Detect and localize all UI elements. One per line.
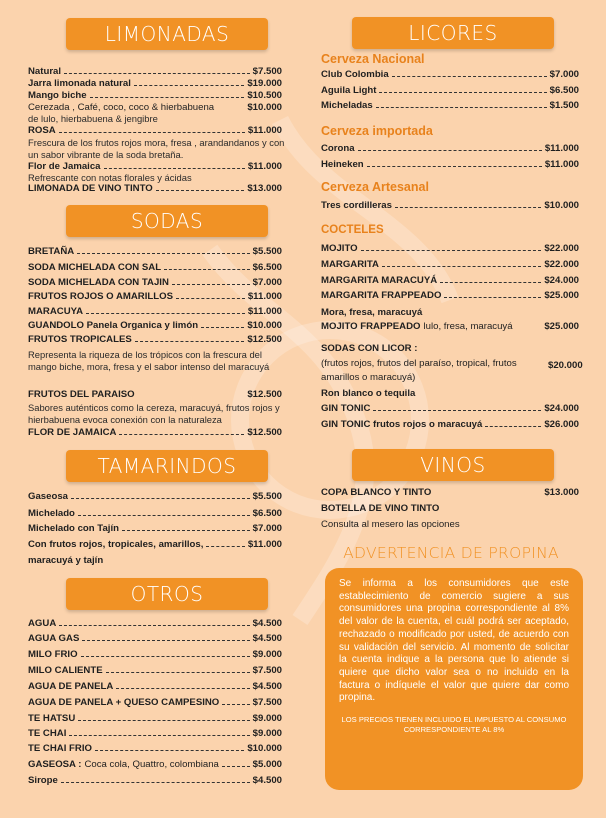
advertencia-footer: LOS PRECIOS TIENEN INCLUIDO EL IMPUESTO AL CONSUMO CORRESPONDIENTE AL 8% xyxy=(341,715,567,735)
menu-item: FRUTOS ROJOS O AMARILLOS $11.000 xyxy=(28,291,282,302)
menu-item: BOTELLA DE VINO TINTO xyxy=(321,503,440,514)
tamarindos-header: TAMARINDOS xyxy=(66,450,268,482)
menu-item: GIN TONIC frutos rojos o maracuyá $26.000 xyxy=(321,419,579,430)
menu-item: GASEOSA : Coca cola, Quattro, colombiana $5.000 xyxy=(28,759,282,770)
item-description: Sabores auténticos como la cereza, maracuyá, frutos rojos y hierbabuena evoca conexión con la naturaleza xyxy=(28,402,280,425)
cerveza-importada-heading: Cerveza importada xyxy=(321,124,433,138)
sodas-licor-heading: SODAS CON LICOR : xyxy=(321,343,418,354)
menu-item: FRUTOS DEL PARAISO $12.500 xyxy=(28,389,282,400)
menu-item: GUANDOLO Panela Organica y limón $10.000 xyxy=(28,320,282,331)
menu-item: ROSA $11.000 xyxy=(28,125,282,136)
menu-item: Flor de Jamaica $11.000 xyxy=(28,161,282,172)
vinos-header: VINOS xyxy=(352,449,554,481)
menu-item: AGUA DE PANELA $4.500 xyxy=(28,681,282,692)
menu-item: Con frutos rojos, tropicales, amarillos, $11.000 xyxy=(28,539,282,550)
menu-item: Natural $7.500 xyxy=(28,66,282,77)
item-description: de lulo, hierbabuena & jengibre xyxy=(28,113,158,124)
menu-item: Micheladas $1.500 xyxy=(321,100,579,111)
menu-item: SODA MICHELADA CON SAL $6.500 xyxy=(28,262,282,273)
advertencia-text: Se informa a los consumidores que este establecimiento de comercio sugiere a sus consumidores una propina correspondiente al 8% del valor de la cuenta, el cuál podrá ser aceptado, rechazado o modificado por usted, de acuerdo con su validación del servicio. Al momento de solicitar la cuenta indique a la persona que lo atiende si quiere que dicho valor sea o no incluido en la factura o indíquele el valor que quiere dar como propina. xyxy=(339,578,569,704)
item-description: Representa la riqueza de los trópicos con la frescura del mango biche, mora, fresa y el sabor intenso del maracuyá xyxy=(28,349,270,372)
menu-item: MARGARITA $22.000 xyxy=(321,259,579,270)
advertencia-title: ADVERTENCIA DE PROPINA xyxy=(343,544,559,562)
menu-item: MARACUYA $11.000 xyxy=(28,306,282,317)
menu-item: AGUA $4.500 xyxy=(28,618,282,629)
menu-item: TE HATSU $9.000 xyxy=(28,713,282,724)
licores-header: LICORES xyxy=(352,17,554,49)
menu-item: Jarra limonada natural $19.000 xyxy=(28,78,282,89)
item-options: Mora, fresa, maracuyá xyxy=(321,307,423,318)
menu-item: Michelado con Tajín $7.000 xyxy=(28,523,282,534)
menu-item: TE CHAI FRIO $10.000 xyxy=(28,743,282,754)
menu-item: FRUTOS TROPICALES $12.500 xyxy=(28,334,282,345)
menu-item: MOJITO FRAPPEADO lulo, fresa, maracuyá $25.000 xyxy=(321,321,579,332)
menu-item: LIMONADA DE VINO TINTO $13.000 xyxy=(28,183,282,194)
menu-item: Heineken $11.000 xyxy=(321,159,579,170)
item-description: amarillos o maracuyá) xyxy=(321,372,416,383)
cerveza-artesanal-heading: Cerveza Artesanal xyxy=(321,180,429,194)
menu-item: Gaseosa $5.500 xyxy=(28,491,282,502)
menu-item: MILO FRIO $9.000 xyxy=(28,649,282,660)
menu-item: MILO CALIENTE $7.500 xyxy=(28,665,282,676)
menu-item: Sirope $4.500 xyxy=(28,775,282,786)
item-description: (frutos rojos, frutos del paraíso, tropical, frutos xyxy=(321,358,517,369)
menu-item: AGUA GAS $4.500 xyxy=(28,633,282,644)
menu-item: BRETAÑA $5.500 xyxy=(28,246,282,257)
item-description: Refrescante con notas florales y ácidas xyxy=(28,172,192,183)
menu-item: Aguila Light $6.500 xyxy=(321,85,579,96)
item-options: Ron blanco o tequila xyxy=(321,388,416,399)
menu-item: AGUA DE PANELA + QUESO CAMPESINO $7.500 xyxy=(28,697,282,708)
menu-item: COPA BLANCO Y TINTO $13.000 xyxy=(321,487,579,498)
menu-item: Corona $11.000 xyxy=(321,143,579,154)
sodas-header: SODAS xyxy=(66,205,268,237)
menu-item: SODA MICHELADA CON TAJIN $7.000 xyxy=(28,277,282,288)
menu-item: MOJITO $22.000 xyxy=(321,243,579,254)
otros-header: OTROS xyxy=(66,578,268,610)
menu-item: FLOR DE JAMAICA $12.500 xyxy=(28,427,282,438)
cocteles-heading: COCTELES xyxy=(321,224,384,236)
advertencia-box xyxy=(325,568,583,790)
menu-item: Tres cordilleras $10.000 xyxy=(321,200,579,211)
menu-item: GIN TONIC $24.000 xyxy=(321,403,579,414)
item-price: $20.000 xyxy=(548,360,583,371)
note-text: Consulta al mesero las opciones xyxy=(321,519,460,530)
menu-item: Cerezada , Café, coco, coco & hierbabuena $10.000 xyxy=(28,102,282,113)
menu-item: Michelado $6.500 xyxy=(28,508,282,519)
item-description: Frescura de los frutos rojos mora, fresa , arandandanos y con un sabor vibrante de la soda bretaña. xyxy=(28,137,285,160)
menu-item: Mango biche $10.500 xyxy=(28,90,282,101)
menu-item: Club Colombia $7.000 xyxy=(321,69,579,80)
item-continuation: maracuyá y tajín xyxy=(28,555,104,566)
menu-item: MARGARITA MARACUYÁ $24.000 xyxy=(321,275,579,286)
menu-item: MARGARITA FRAPPEADO $25.000 xyxy=(321,290,579,301)
cerveza-nacional-heading: Cerveza Nacional xyxy=(321,52,425,66)
menu-item: TE CHAI $9.000 xyxy=(28,728,282,739)
limonadas-header: LIMONADAS xyxy=(66,18,268,50)
